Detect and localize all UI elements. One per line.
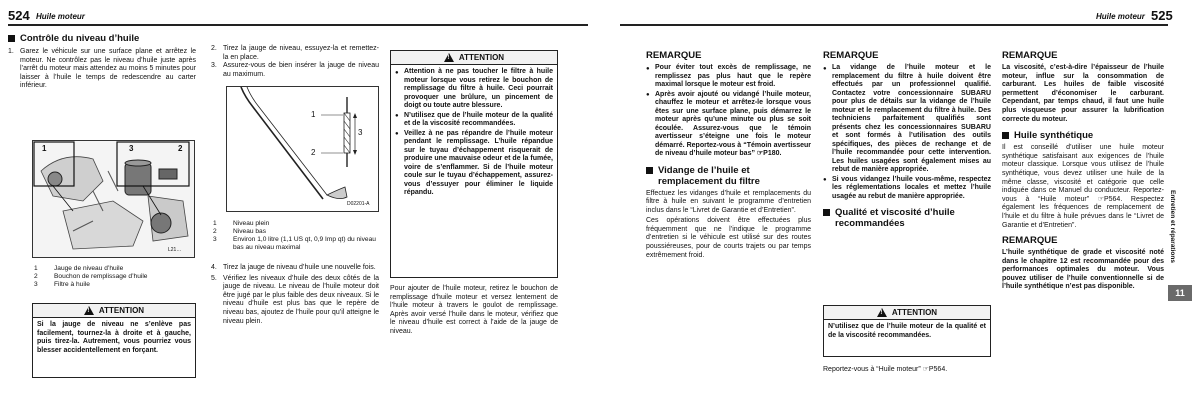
side-tab-label: Entretien et réparations: [1169, 190, 1176, 263]
warning-box-dipstick: [32, 303, 196, 378]
remark-heading: REMARQUE: [1002, 50, 1058, 61]
remark-heading: REMARQUE: [1002, 235, 1058, 247]
section-heading-oil-change: Vidange de l’huile et remplacement du filtre: [646, 165, 811, 187]
warning-text: Si la jauge de niveau ne s’enlève pas facilement, tournez-la à droite et à gauche, puis tirez-la. Autrement, vous pourriez vous blesser accidentellement en forçant.: [37, 321, 191, 354]
warning-header: ! ATTENTION: [33, 304, 195, 318]
warning-header: ! ATTENTION: [391, 51, 557, 65]
legend-item: 1 Niveau plein: [213, 220, 270, 227]
step-1: 1. Garez le véhicule sur une surface plane et arrêtez le moteur. Ne contrôlez pas le niveau d’huile juste après l’arrêt du moteur mais attendez au moins 5 minutes pour laisser à l’huile le temps de redescendre au carter inférieur.: [8, 48, 196, 90]
legend-list-1: [34, 265, 199, 289]
remark-bullet: ● Pour éviter tout excès de remplissage, ne remplissez pas plus haut que le repère maximal lorsque le moteur est froid.: [646, 64, 811, 88]
warning-header: ! ATTENTION: [824, 306, 990, 320]
remark-heading: REMARQUE: [823, 50, 879, 61]
figure-code-2: D02201-A: [347, 201, 370, 207]
section-heading-synthetic: Huile synthétique: [1002, 130, 1164, 141]
step-3: 3. Assurez-vous de bien insérer la jauge de niveau au maximum.: [211, 62, 379, 78]
left-header-rule: [8, 24, 588, 26]
warning-bullet: ● Attention à ne pas toucher le filtre à huile moteur lorsque vous retirez le bouchon de remplissage du filtre à huile. Ceci pourrait provoquer une brûlure, un pincement de doigt ou toute autre blessure.: [395, 68, 553, 109]
dipstick-figure: [226, 86, 379, 212]
legend-item: 3 Filtre à huile: [34, 281, 90, 288]
warning-icon: [84, 306, 94, 315]
step-5: 5. Vérifiez les niveaux d’huile des deux côtés de la jauge de niveau. Le niveau de l’huile moteur doit être jugé par le plus faible des deux niveaux. Si le niveau d’huile est plus bas que le repère de niveau bas, ajoutez de l’huile pour qu’il atteigne le niveau plein.: [211, 274, 379, 325]
oil-add-paragraph: Pour ajouter de l’huile moteur, retirez le bouchon de remplissage d’huile moteur et versez lentement de l’huile moteur à travers le goulot de remplissage. Après avoir versé l’huile dans le moteur, vérifiez que le niveau d’huile est correct à l’aide de la jauge de niveau.: [390, 285, 558, 335]
legend-item: 1 Jauge de niveau d’huile: [34, 265, 124, 272]
remark-synthetic-text: L’huile synthétique de grade et viscosité noté dans le chapitre 12 est recommandée pour des performances optimales du moteur. Vous pouvez utiliser de l’huile conventionnelle si de l’huile synthétique n’est pas disponible.: [1002, 249, 1164, 291]
oil-change-paragraph-2: Ces opérations doivent être effectuées plus fréquemment que ne l’indique le programme d’entretien si le véhicule est utilisé sur des routes poussiéreuses, pour de courts trajets ou par temps extrêmement froid.: [646, 217, 811, 259]
warning-icon: [877, 308, 887, 317]
column-6: [1002, 50, 1164, 292]
warning-text: N’utilisez que de l’huile moteur de la qualité et de la viscosité recommandées.: [828, 323, 986, 339]
remark-heading: REMARQUE: [646, 50, 702, 61]
column-5: [823, 50, 991, 229]
engine-figure: [32, 140, 195, 258]
fig-label-2: 2: [178, 144, 183, 153]
section-heading-oil-quality: Qualité et viscosité d’huile recommandées: [823, 207, 991, 229]
column-2-bottom: [211, 264, 379, 326]
right-page-title: Huile moteur: [1096, 12, 1145, 21]
remark-bullet: ● La vidange de l’huile moteur et le remplacement du filtre à huile doivent être effectués par un professionnel qualifié. Contactez votre concessionnaire SUBARU pour plus de détails sur la vidange de l’huile moteur et le remplacement du filtre à huile. Des techniciens parfaitement qualifiés sont présents chez les concessionnaires SUBARU et sont formés à l’utilisation des outils spécifiques, des pièces de rechange et de l’huile recommandée pour cette intervention. Les huiles usagées sont également mises au rebut de manière appropriée.: [823, 64, 991, 173]
engine-illustration: [33, 141, 194, 257]
fig-label-3: 3: [129, 144, 134, 153]
remark-bullet: ● Si vous vidangez l’huile vous-même, respectez les réglementations locales et mettez l’huile usagée au rebut de manière appropriée.: [823, 175, 991, 200]
legend-item: 2 Niveau bas: [213, 228, 266, 235]
fig-label-full: 1: [311, 110, 316, 119]
warning-box-filler: [390, 50, 558, 278]
right-header-rule: [620, 24, 1168, 26]
section-heading-oil-check: Contrôle du niveau d’huile: [8, 33, 196, 44]
column-4: [646, 50, 811, 260]
left-page-number: 524: [8, 8, 30, 23]
left-page-title: Huile moteur: [36, 12, 85, 21]
column-2-top: [211, 45, 379, 79]
oil-change-paragraph-1: Effectuez les vidanges d’huile et remplacements du filtre à huile en suivant le programme d’entretien inclus dans le “Livret de Garantie et d’Entretien”.: [646, 189, 811, 214]
step-4: 4. Tirez la jauge de niveau d’huile une nouvelle fois.: [211, 264, 376, 271]
right-page-number: 525: [1151, 8, 1173, 23]
warning-bullet: ● Veillez à ne pas répandre de l’huile moteur pendant le remplissage. L’huile répandue sur le tuyau d’échappement risquerait de produire une mauvaise odeur et de la fumée, voire de s’enflammer. Si de l’huile moteur coule sur le tuyau d’échappement, assurez-vous d’essuyer pour éliminer le liquide répandu.: [395, 129, 553, 196]
legend-list-2: [213, 220, 381, 252]
column-1: [8, 33, 196, 91]
step-2: 2. Tirez la jauge de niveau, essuyez-la et remettez-la en place.: [211, 45, 379, 61]
fig-label-1: 1: [42, 144, 47, 153]
chapter-tab: 11: [1168, 285, 1192, 301]
warning-box-quality: [823, 305, 991, 357]
remark-viscosity-text: La viscosité, c’est-à-dire l’épaisseur de l’huile moteur, influe sur la consommation de carburant. Les huiles de faible viscosité permettent d’économiser le carburant. Cependant, par temps chaud, il faut une huile plus visqueuse pour assurer la lubrification correcte du moteur.: [1002, 64, 1164, 123]
legend-item: 3 Environ 1,0 litre (1,1 US qt, 0,9 Imp qt) du niveau bas au niveau maximal: [213, 236, 376, 251]
warning-icon: [444, 53, 454, 62]
oil-reference: Reportez-vous à “Huile moteur” ☞P564.: [823, 366, 948, 373]
figure-code: L21…: [168, 247, 182, 253]
legend-item: 2 Bouchon de remplissage d’huile: [34, 273, 148, 280]
fig-label-range: 3: [358, 128, 363, 137]
warning-bullet: ● N’utilisez que de l’huile moteur de la qualité et de la viscosité recommandées.: [395, 111, 553, 127]
dipstick-illustration: [227, 87, 378, 211]
synthetic-paragraph: Il est conseillé d’utiliser une huile moteur synthétique satisfaisant aux exigences de l’huile moteur classique. Lorsque vous utilisez de l’huile synthétique, vous devez utiliser une huile de la même classe, viscosité et catégorie que celle indiquée dans ce Manuel du conducteur. Reportez-vous à “Huile moteur” ☞P564. Respectez également les fréquences de remplacement de l’huile et du filtre à huile prévues dans le “Livret de Garantie et d’Entretien”.: [1002, 144, 1164, 229]
fig-label-low: 2: [311, 148, 316, 157]
remark-bullet: ● Après avoir ajouté ou vidangé l’huile moteur, chauffez le moteur et arrêtez-le lorsque vous êtes sur une surface plane, puis démarrez le moteur après qu’une minute ou plus se soit écoulée. Assurez-vous que le témoin avertisseur s’éteigne une fois le moteur démarré. Reportez-vous à “Témoin avertisseur de niveau d’huile moteur bas” ☞P180.: [646, 90, 811, 157]
